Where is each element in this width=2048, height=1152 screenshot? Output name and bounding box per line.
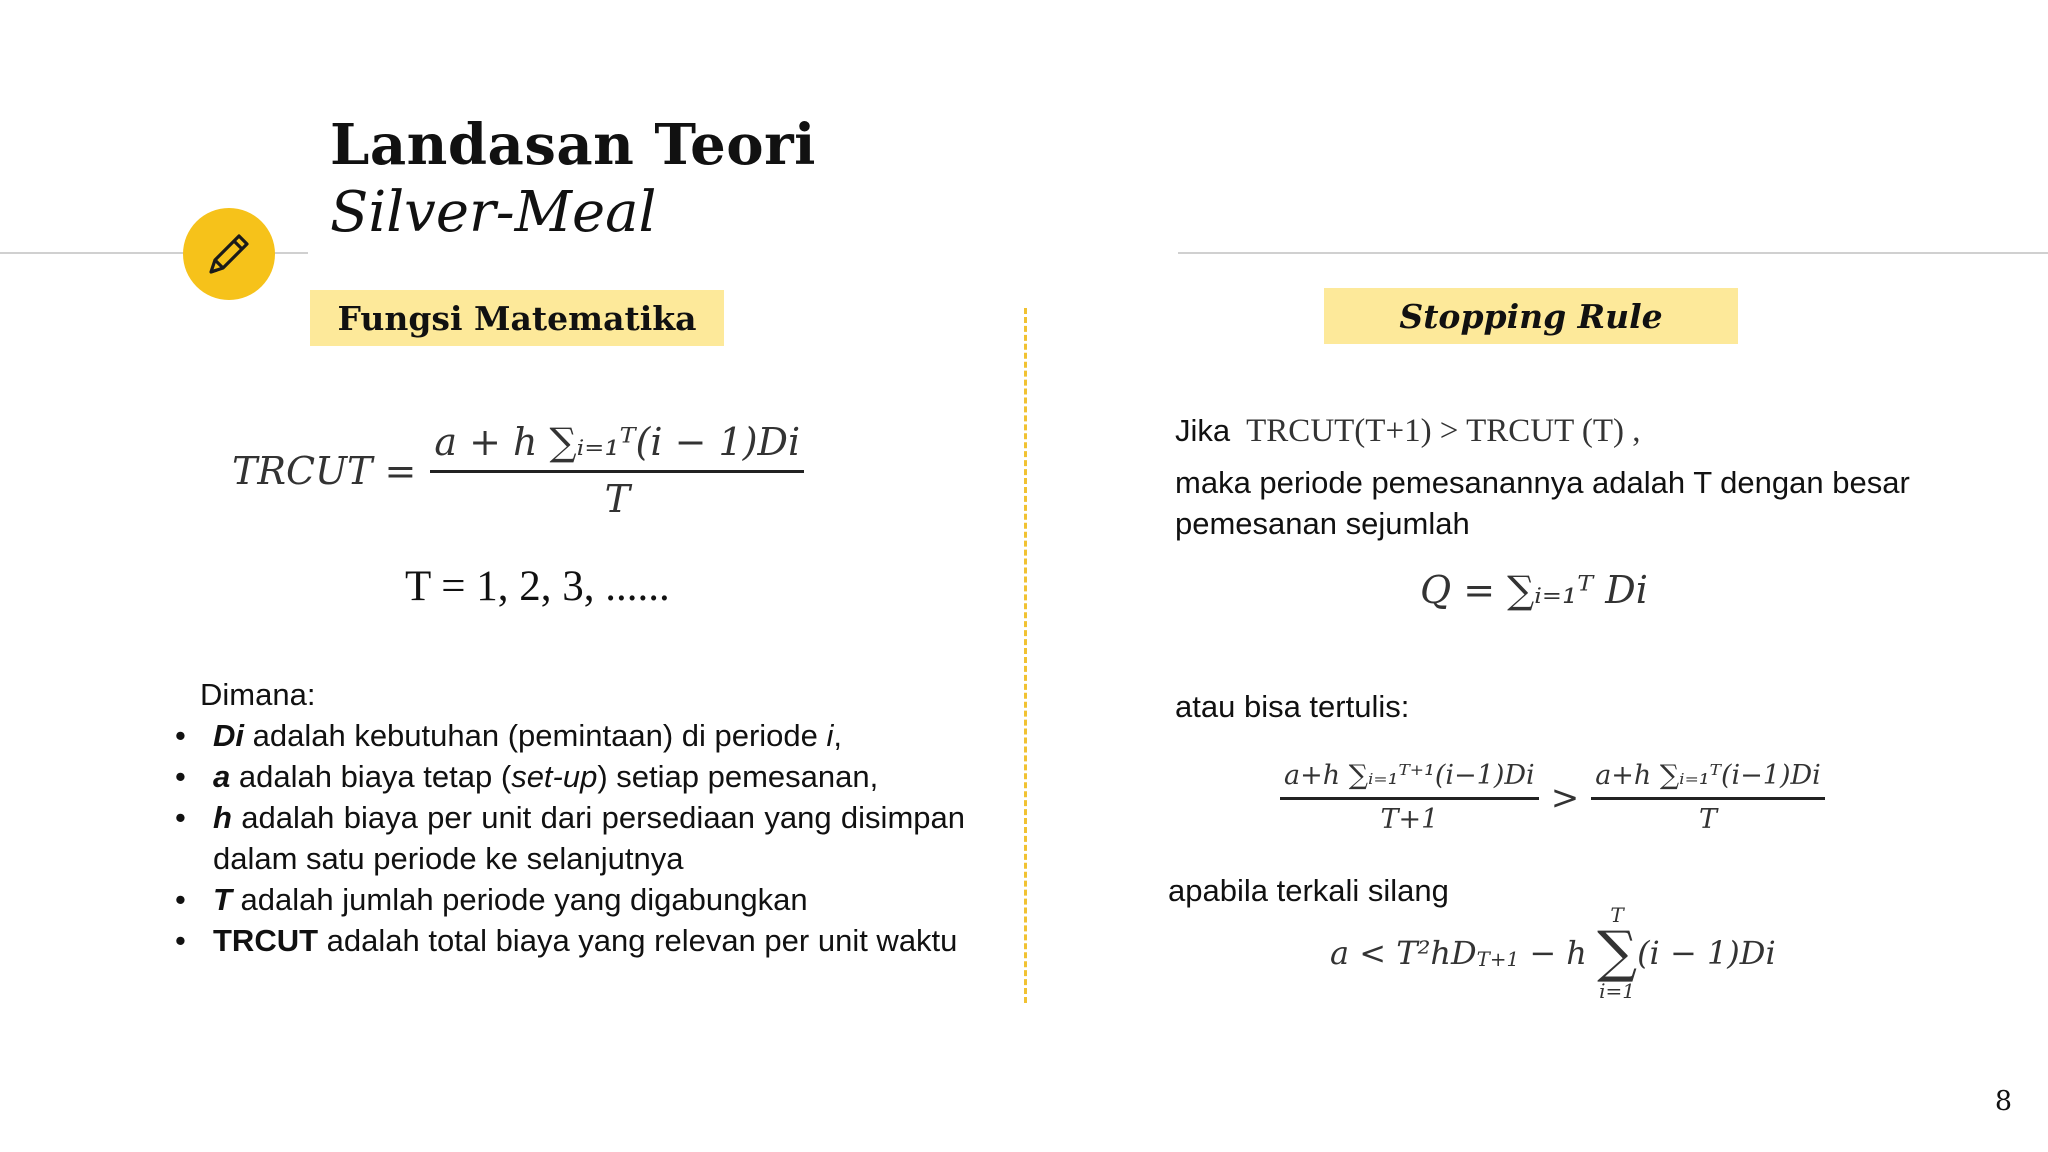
term-di: Di bbox=[213, 718, 244, 753]
def-h-text: adalah biaya per unit dari persediaan yang disimpan dalam satu periode ke selanjutnya bbox=[213, 800, 965, 876]
where-label: Dimana: bbox=[200, 677, 316, 712]
definition-item-trcut bbox=[175, 920, 965, 961]
cross-text: apabila terkali silang bbox=[1168, 873, 1449, 908]
term-t: T bbox=[213, 882, 232, 917]
definition-item-a bbox=[175, 756, 965, 797]
trcut-numerator: a + h ∑ᵢ₌₁ᵀ(i − 1)Di bbox=[430, 420, 804, 473]
def-t-text: adalah jumlah periode yang digabungkan bbox=[231, 882, 808, 917]
final-rhs: (i − 1)Di bbox=[1637, 934, 1776, 972]
final-mid: − h bbox=[1519, 934, 1598, 972]
page-title: Landasan Teori bbox=[330, 112, 816, 178]
def-a-end: ) setiap pemesanan, bbox=[597, 759, 879, 794]
trcut-fraction bbox=[430, 420, 804, 521]
pencil-icon bbox=[203, 228, 255, 280]
def-di-tail: i bbox=[826, 718, 834, 753]
trcut-formula bbox=[232, 420, 804, 521]
final-lhs: a < T²hD bbox=[1330, 934, 1477, 972]
def-di-end: , bbox=[833, 718, 843, 753]
definition-item-di bbox=[175, 715, 965, 756]
condition-formula: TRCUT(T+1) > TRCUT (T) , bbox=[1246, 413, 1641, 449]
def-di-text: adalah kebutuhan (pemintaan) di periode bbox=[244, 718, 827, 753]
sigma-bottom: i=1 bbox=[1599, 979, 1636, 1003]
term-a: a bbox=[213, 759, 231, 794]
section-label-stopping: Stopping Rule bbox=[1324, 288, 1738, 344]
final-sub: T+1 bbox=[1476, 948, 1520, 971]
definition-item-t bbox=[175, 879, 965, 920]
def-a-tail: set-up bbox=[511, 759, 598, 794]
term-trcut: TRCUT bbox=[213, 923, 319, 958]
sigma-symbol: ∑ bbox=[1597, 920, 1638, 985]
inequality-formula bbox=[1280, 760, 1825, 835]
t-values: T = 1, 2, 3, ...... bbox=[405, 563, 670, 610]
sigma-block bbox=[1597, 905, 1637, 1001]
pencil-badge bbox=[183, 208, 275, 300]
ineq-left-denominator: T+1 bbox=[1380, 804, 1439, 835]
trcut-denominator: T bbox=[604, 477, 630, 521]
ineq-right-numerator: a+h ∑ᵢ₌₁ᵀ(i−1)Di bbox=[1591, 760, 1825, 800]
ineq-left-fraction bbox=[1280, 760, 1539, 835]
section-label-fungsi: Fungsi Matematika bbox=[310, 290, 724, 346]
ineq-left-numerator: a+h ∑ᵢ₌₁ᵀ⁺¹(i−1)Di bbox=[1280, 760, 1539, 800]
column-divider bbox=[1024, 308, 1027, 1003]
page-subtitle: Silver-Meal bbox=[330, 180, 657, 245]
page-number: 8 bbox=[1994, 1086, 2012, 1117]
def-a-text: adalah biaya tetap ( bbox=[230, 759, 512, 794]
header-divider-right bbox=[1178, 252, 2048, 254]
q-formula: Q = ∑ᵢ₌₁ᵀ Di bbox=[1420, 568, 1648, 612]
jika-label: Jika bbox=[1175, 413, 1231, 448]
ineq-right-denominator: T bbox=[1698, 804, 1717, 835]
trcut-lhs: TRCUT = bbox=[232, 448, 417, 493]
ineq-right-fraction bbox=[1591, 760, 1825, 835]
term-h: h bbox=[213, 800, 232, 835]
final-formula bbox=[1330, 905, 1776, 1001]
def-trcut-text: adalah total biaya yang relevan per unit waktu bbox=[318, 923, 958, 958]
condition-line bbox=[1175, 410, 1641, 452]
ineq-operator: > bbox=[1550, 777, 1580, 818]
or-text: atau bisa tertulis: bbox=[1175, 689, 1410, 724]
definition-list bbox=[175, 715, 965, 961]
sigma-top: T bbox=[1610, 903, 1624, 927]
definition-item-h bbox=[175, 797, 965, 879]
then-text: maka periode pemesanannya adalah T dengan besar pemesanan sejumlah bbox=[1175, 465, 1910, 541]
